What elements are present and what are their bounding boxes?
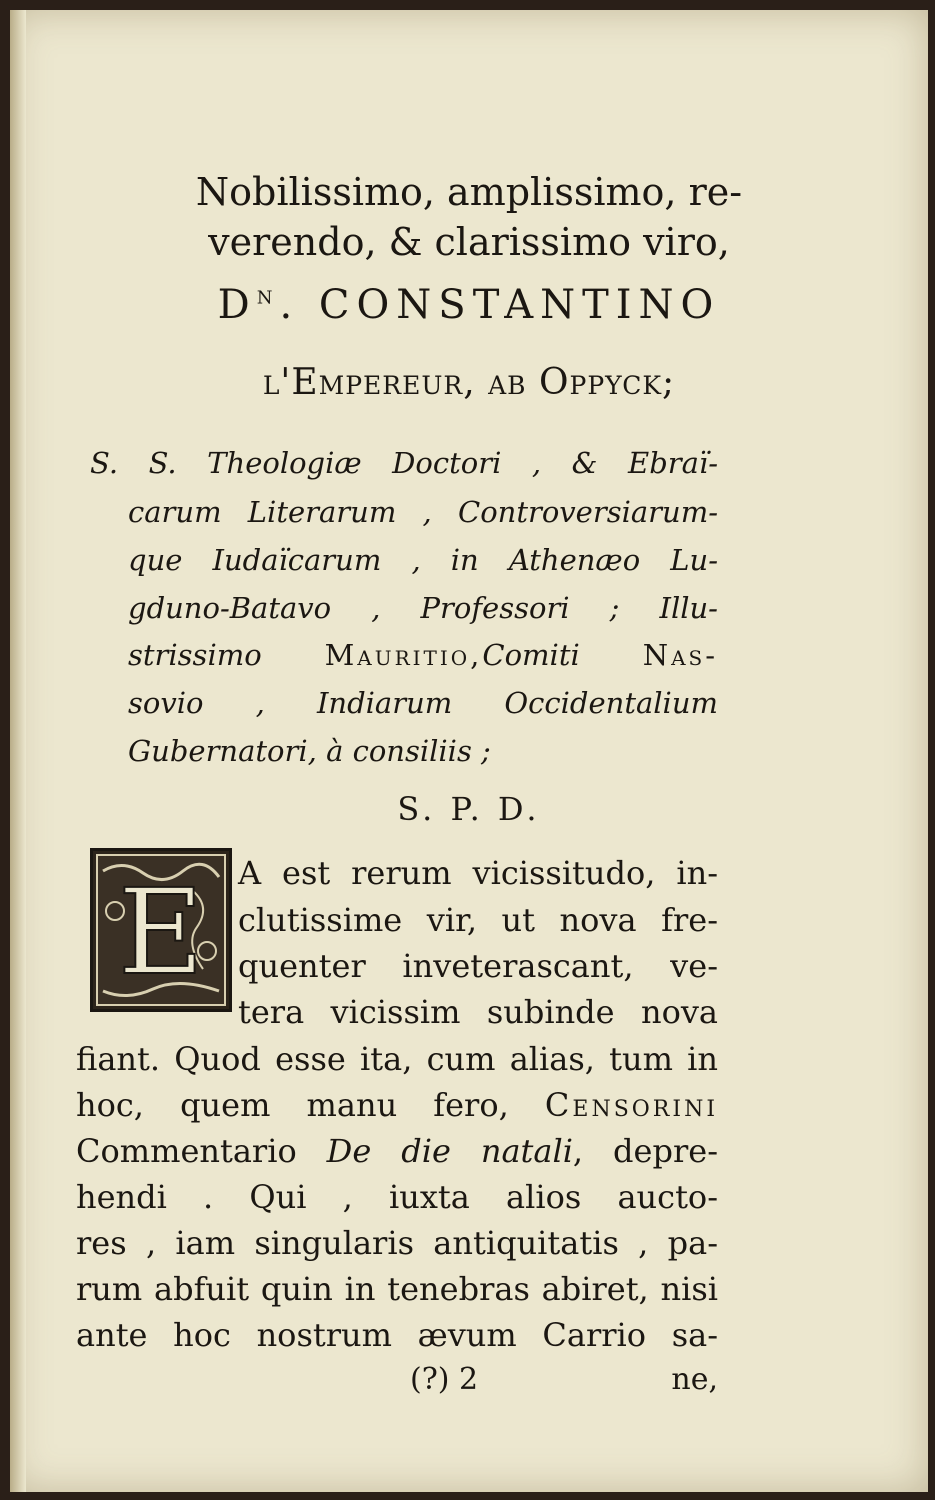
body-line-3: quenter inveterascant, ve- <box>238 947 718 985</box>
signature-mark: (?) 2 <box>410 1362 479 1397</box>
body-line-4: tera vicissim subinde nova <box>238 993 718 1031</box>
body-line-1: A est rerum vicissitudo, in- <box>238 854 718 892</box>
dedication-nassovio: Nas- <box>642 638 719 672</box>
dedication-line-1: S. S. Theologiæ Doctori , & Ebraï- <box>90 446 718 480</box>
body-line-5: fiant. Quod esse ita, cum alias, tum in <box>76 1040 718 1078</box>
author-name-censorinus: Censorini <box>544 1086 719 1124</box>
dedication-line-7: Gubernatori, à consiliis ; <box>128 734 491 768</box>
work-title: De die natali <box>326 1132 573 1170</box>
heading-line-2: verendo, & clarissimo viro, <box>208 220 730 264</box>
body-line-7 <box>76 1132 718 1170</box>
dedication-line-4: gduno-Batavo , Professori ; Illu- <box>128 591 718 625</box>
heading-line-4: l'Empereur, ab Oppyck; <box>262 362 676 403</box>
body-line-2: clutissime vir, ut nova fre- <box>238 901 718 939</box>
body-line-9: res , iam singularis antiquitatis , pa- <box>76 1224 718 1262</box>
body-line-6 <box>76 1086 718 1124</box>
heading-name: . CONSTANTINO <box>279 282 721 328</box>
heading-line-3 <box>10 282 928 328</box>
decorated-initial-ornament-icon <box>93 851 229 1009</box>
body-line-10: rum abfuit quin in tenebras abiret, nisi <box>76 1270 718 1308</box>
dedication-line-3: que Iudaïcarum , in Athenæo Lu- <box>128 543 718 577</box>
dedication-comiti: Comiti <box>482 638 580 672</box>
decorated-initial <box>90 848 232 1012</box>
body-line-6-text: hoc, quem manu fero, <box>76 1086 509 1124</box>
body-line-7-end: , depre- <box>572 1132 718 1170</box>
catchword: ne, <box>671 1362 718 1397</box>
initial-letter: E <box>117 863 205 1001</box>
heading-title-prefix: D <box>217 282 257 328</box>
book-page <box>10 10 928 1492</box>
dedication-line-2: carum Literarum , Controversiarum- <box>128 495 718 529</box>
dedication-mauritio: Mauritio, <box>324 638 483 672</box>
heading-line-1: Nobilissimo, amplissimo, re- <box>195 170 743 214</box>
dedication-line-6: sovio , Indiarum Occidentalium <box>128 686 718 720</box>
heading-title-superscript: N <box>256 287 280 309</box>
salutation: S. P. D. <box>397 790 541 828</box>
body-line-7-text: Commentario <box>76 1132 297 1170</box>
body-line-11: ante hoc nostrum ævum Carrio sa- <box>76 1316 718 1354</box>
dedication-illustrissimo: strissimo <box>128 638 262 672</box>
dedication-line-5 <box>128 638 718 672</box>
body-line-8: hendi . Qui , iuxta alios aucto- <box>76 1178 718 1216</box>
